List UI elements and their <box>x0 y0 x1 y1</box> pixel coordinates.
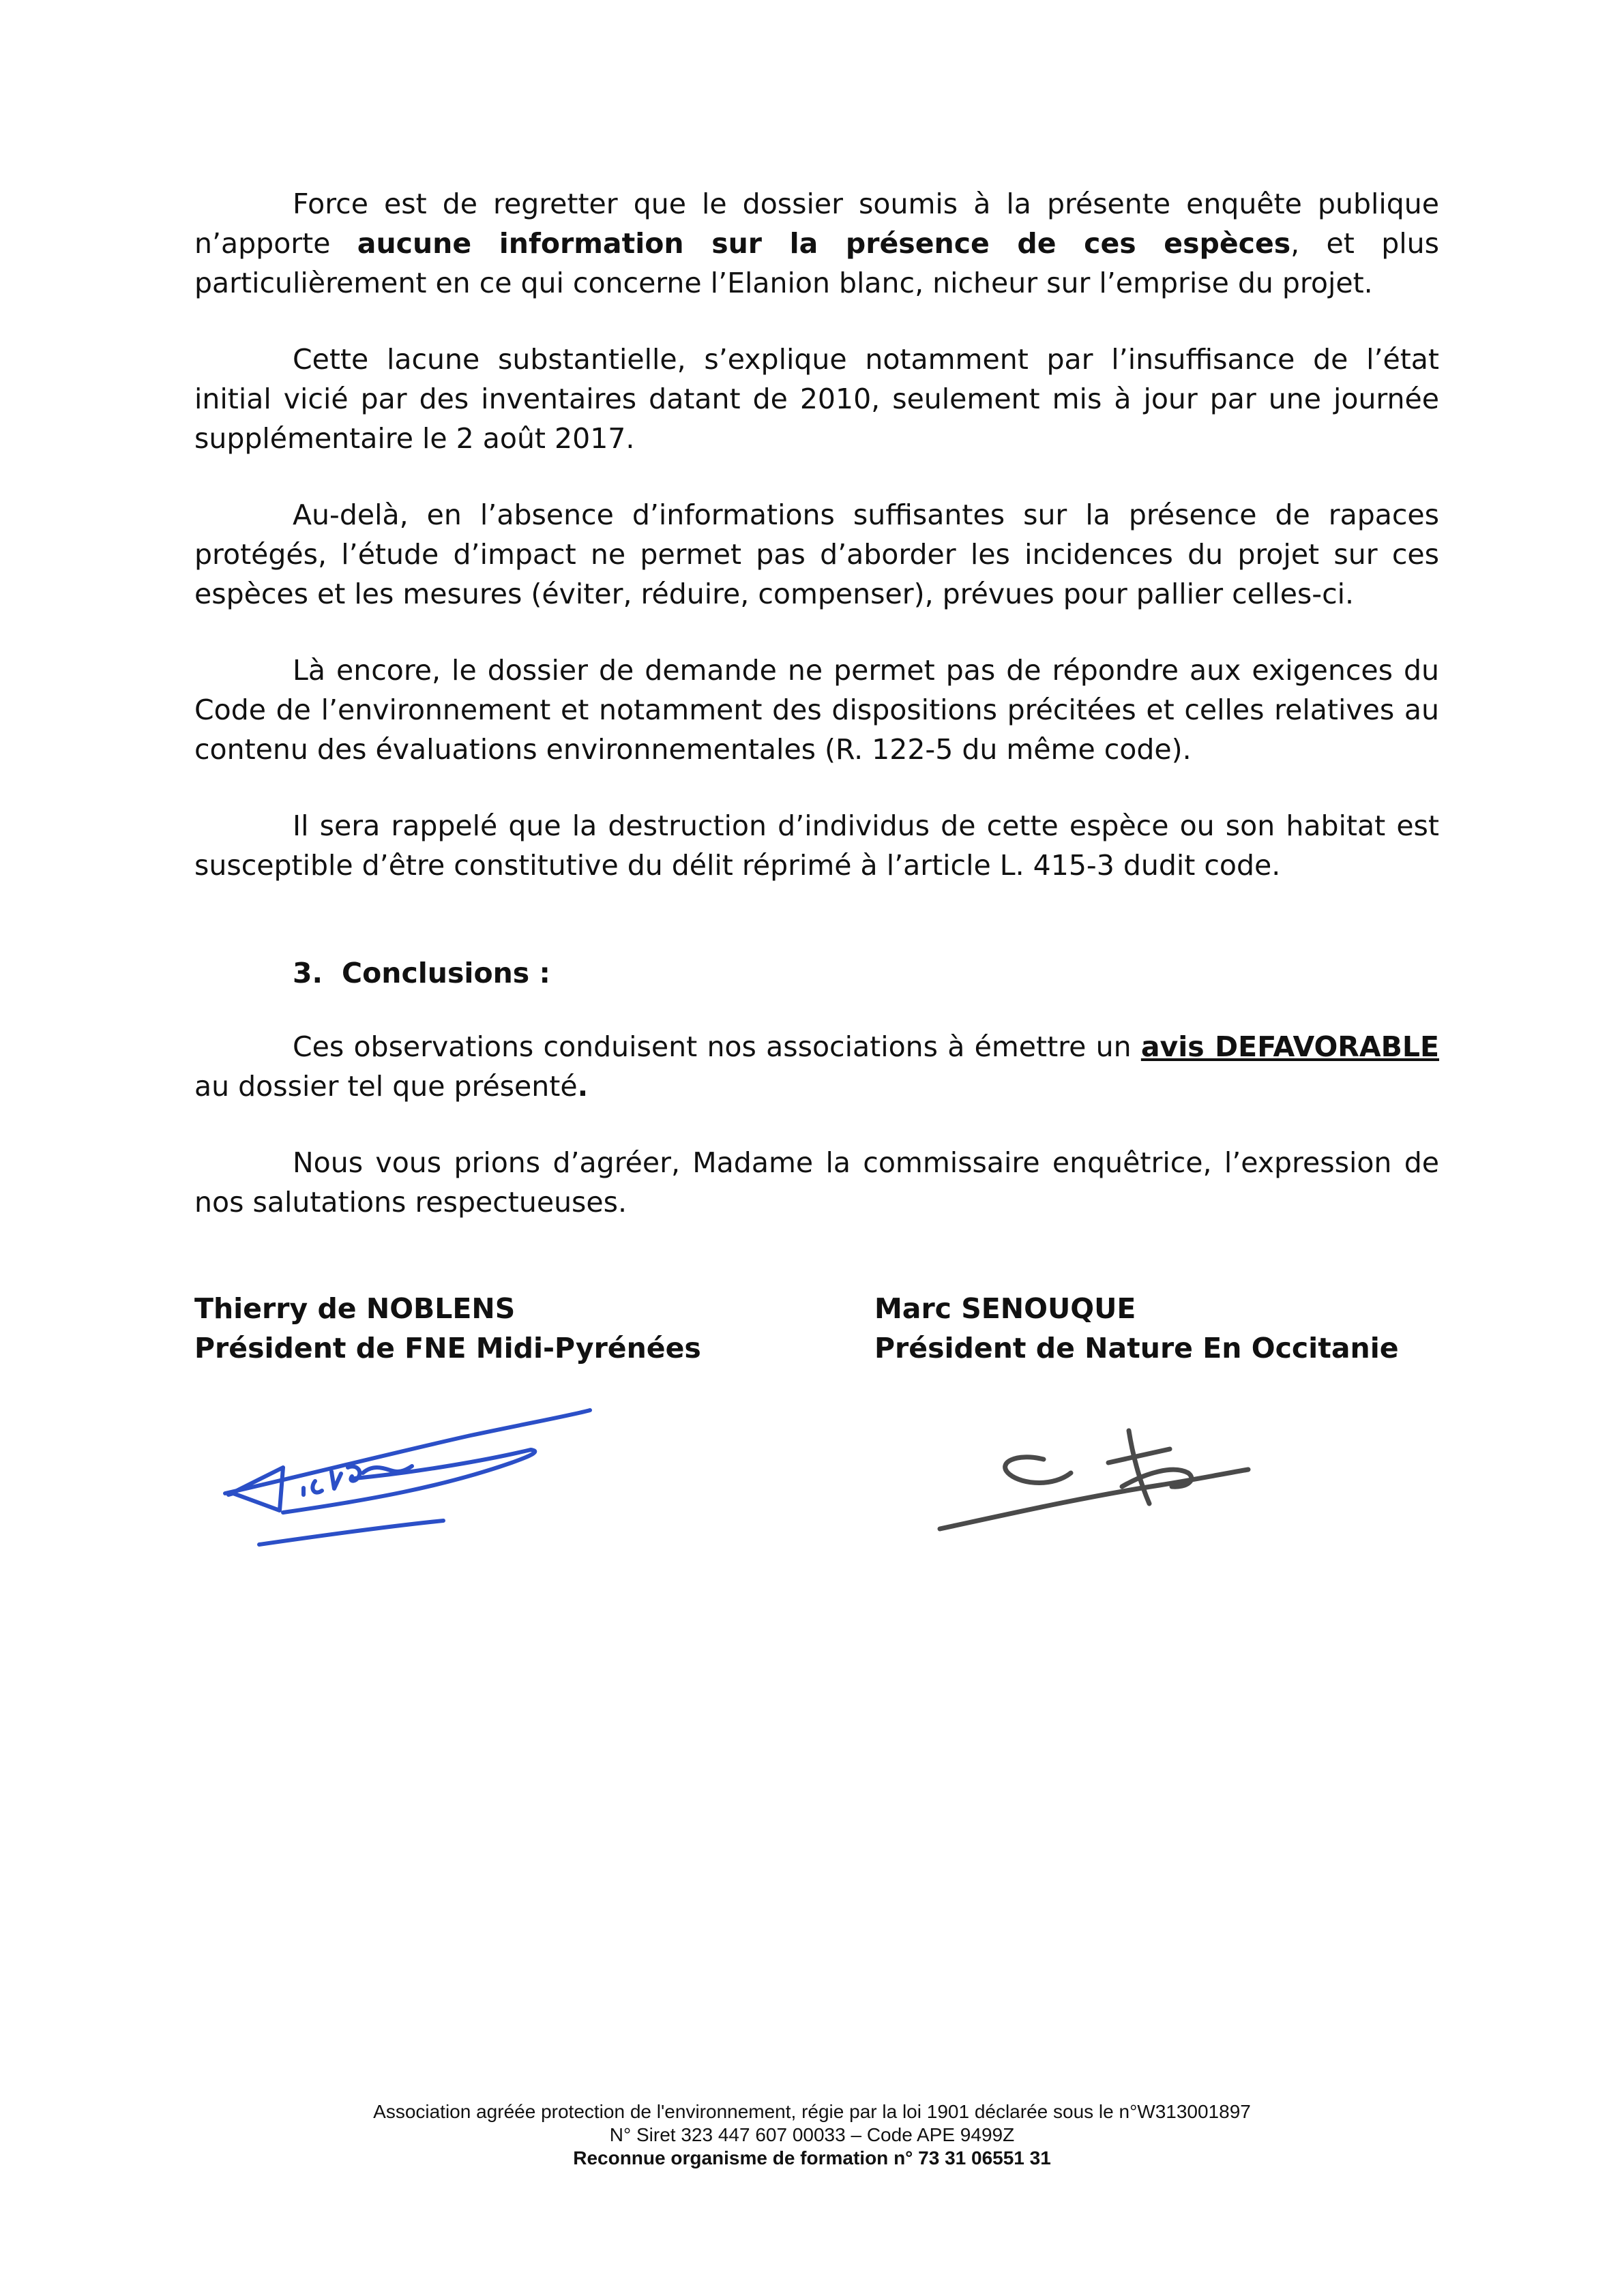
paragraph-missing-information <box>194 184 1439 303</box>
letter-body <box>194 184 1439 1259</box>
footer-siret-line: N° Siret 323 447 607 00033 – Code APE 9499Z <box>609 2124 1015 2145</box>
paragraph-text: au dossier tel que présenté <box>194 1070 578 1103</box>
paragraph-offence-reminder: Il sera rappelé que la destruction d’individus de cette espèce ou son habitat est susceptible d’être constitutive du délit réprimé à l’article L. 415-3 dudit code. <box>194 809 1439 882</box>
paragraph-text: Ces observations conduisent nos associations à émettre un <box>293 1030 1141 1063</box>
signatory-right <box>874 1289 1399 1368</box>
paragraph-text: , et plus particulièrement en ce qui concerne l’Elanion blanc, nicheur sur l’emprise du projet. <box>194 227 1439 299</box>
paragraph-substantial-gap: Cette lacune substantielle, s’explique notamment par l’insuffisance de l’état initial vicié par des inventaires datant de 2010, seulement mis à jour par une journée supplémentaire le 2 août 2017. <box>194 343 1439 455</box>
page-footer <box>0 2100 1624 2170</box>
signatory-title: Président de FNE Midi-Pyrénées <box>194 1332 701 1365</box>
signatory-title: Président de Nature En Occitanie <box>874 1332 1399 1365</box>
section-heading-conclusions <box>293 953 1439 993</box>
emphasized-text: aucune information sur la présence de ces espèces <box>357 227 1291 260</box>
section-title: Conclusions : <box>342 957 550 989</box>
signatory-name: Thierry de NOBLENS <box>194 1292 516 1325</box>
paragraph-opinion <box>194 1027 1439 1106</box>
signature-left-image <box>218 1391 600 1568</box>
unfavorable-opinion-text: avis DEFAVORABLE <box>1140 1030 1439 1063</box>
footer-training-line: Reconnue organisme de formation n° 73 31 06551 31 <box>573 2147 1051 2168</box>
paragraph-code-requirements: Là encore, le dossier de demande ne permet pas de répondre aux exigences du Code de l’environnement et notamment des dispositions précitées et celles relatives au contenu des évaluations environnementales (R. 122-5 du même code). <box>194 654 1439 766</box>
signatory-name: Marc SENOUQUE <box>874 1292 1136 1325</box>
bold-period: . <box>577 1070 589 1103</box>
footer-association-line: Association agréée protection de l'environnement, régie par la loi 1901 déclarée sous le n°W313001897 <box>373 2101 1251 2122</box>
paragraph-text: Force est de regretter que le dossier soumis à la présente enquête publique n’apporte <box>194 188 1439 260</box>
paragraph-salutations: Nous vous prions d’agréer, Madame la commissaire enquêtrice, l’expression de nos salutations respectueuses. <box>194 1146 1439 1219</box>
signature-right-image <box>934 1412 1255 1541</box>
paragraph-impact-study: Au-delà, en l’absence d’informations suffisantes sur la présence de rapaces protégés, l’étude d’impact ne permet pas d’aborder les incidences du projet sur ces espèces et les mesures (éviter, réduire, compenser), prévues pour pallier celles-ci. <box>194 498 1439 610</box>
section-number: 3. <box>293 957 323 989</box>
signatory-left <box>194 1289 701 1368</box>
